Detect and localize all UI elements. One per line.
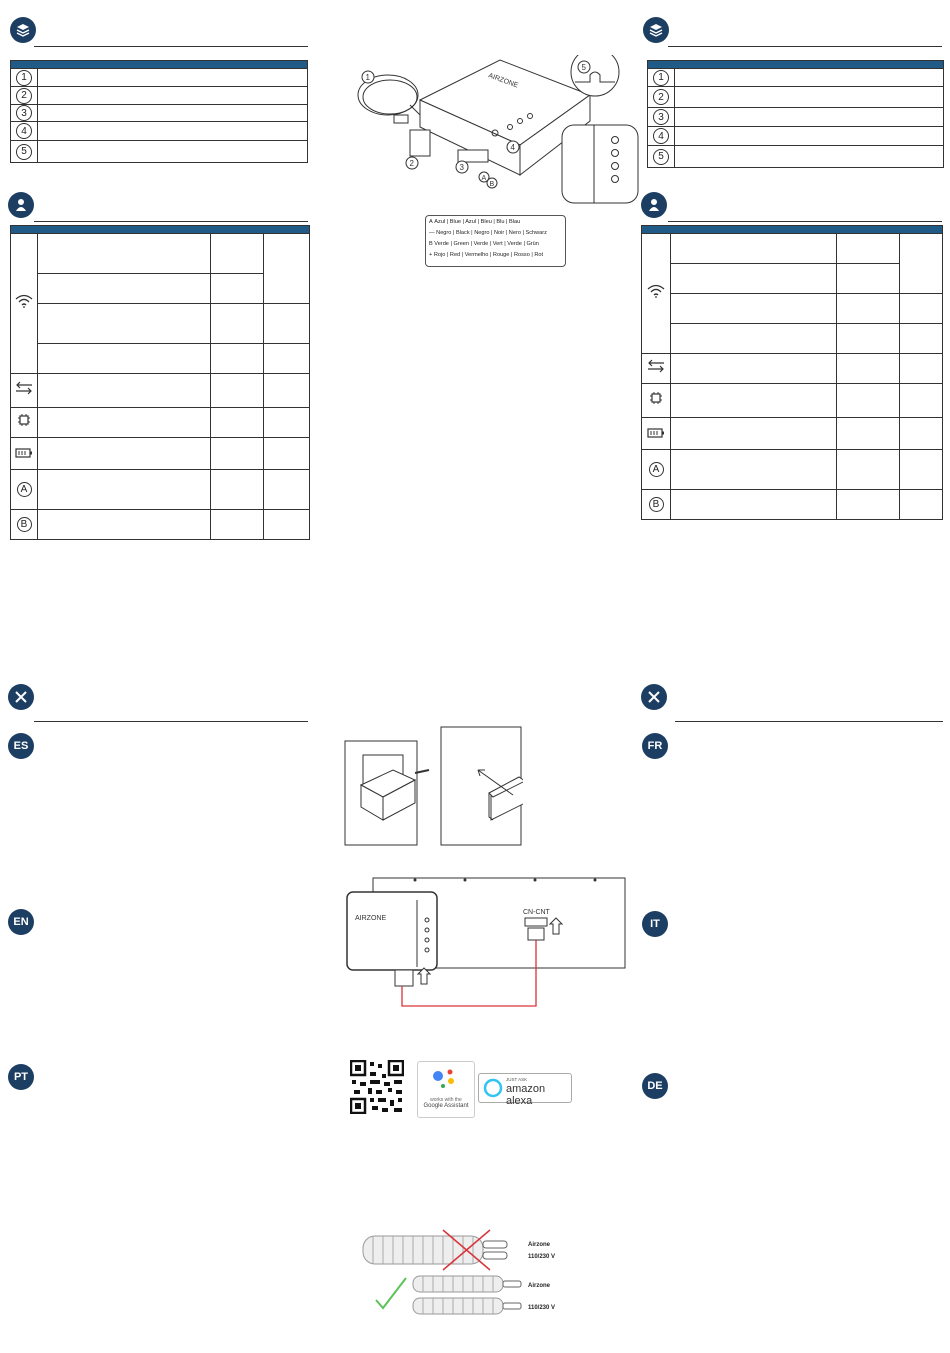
alexa-main-text: amazon alexa — [506, 1083, 546, 1107]
device-callout-3: 3 — [459, 163, 464, 172]
device-brand-label: AIRZONE — [355, 915, 387, 922]
google-badge-line2: Google Assistant — [423, 1103, 469, 1109]
callout-3: 3 — [653, 109, 669, 125]
lang-es: ES — [8, 733, 34, 759]
chip-icon — [649, 391, 663, 405]
device-callout-4: 4 — [510, 143, 515, 152]
google-assistant-icon — [418, 1062, 474, 1092]
tools-icon — [8, 684, 34, 710]
battery-icon — [647, 428, 665, 438]
marker-a: A — [649, 462, 664, 477]
exchange-arrows-icon — [646, 359, 666, 373]
section-rule — [668, 46, 942, 47]
cable-label-airzone: Airzone — [528, 1242, 551, 1248]
callout-5: 5 — [653, 149, 669, 165]
callout-2: 2 — [16, 88, 32, 104]
lang-en: EN — [8, 909, 34, 935]
device-callout-b: B — [489, 181, 495, 188]
connector-label: CN-CNT — [523, 909, 550, 916]
user-icon — [641, 192, 667, 218]
cable-label-airzone-2: Airzone — [528, 1283, 551, 1289]
tools-icon — [641, 684, 667, 710]
parts-table-right — [647, 60, 944, 168]
wiring-diagram — [345, 872, 630, 1012]
amazon-alexa-badge — [478, 1073, 572, 1107]
google-badge-line1: works with the — [430, 1097, 462, 1103]
section-rule — [675, 721, 943, 722]
layers-icon — [10, 17, 36, 43]
layers-icon — [643, 17, 669, 43]
cable-routing-illustration — [358, 1228, 588, 1328]
qr-code — [350, 1060, 404, 1114]
section-rule — [668, 221, 942, 222]
lang-pt: PT — [8, 1064, 34, 1090]
legend-row: + Rojo | Red | Vermelho | Rouge | Rosso | Rot — [429, 252, 544, 258]
battery-icon — [15, 448, 33, 458]
device-callout-a: A — [481, 175, 487, 182]
chip-icon — [17, 413, 31, 427]
device-callout-5: 5 — [581, 63, 586, 72]
alexa-ring-icon — [483, 1078, 503, 1098]
callout-4: 4 — [653, 128, 669, 144]
legend-row: — Negro | Black | Negro | Noir | Nero | Schwarz — [429, 230, 547, 236]
callout-1: 1 — [16, 70, 32, 86]
led-table — [10, 225, 310, 540]
device-callout-1: 1 — [365, 73, 370, 82]
device-illustration — [350, 55, 640, 205]
lang-it: IT — [642, 911, 668, 937]
device-callout-2: 2 — [409, 159, 414, 168]
marker-b: B — [17, 517, 32, 532]
marker-b: B — [649, 497, 664, 512]
callout-5: 5 — [16, 144, 32, 160]
alexa-small-text: JUST ASK — [506, 1077, 528, 1082]
legend-row: A Azul | Blue | Azul | Bleu | Blu | Blau — [429, 219, 521, 225]
legend-row: B Verde | Green | Verde | Vert | Verde | Grün — [429, 241, 539, 247]
parts-table — [10, 60, 308, 163]
cable-label-voltage-2: 110/230 V — [528, 1305, 556, 1311]
callout-1: 1 — [653, 70, 669, 86]
led-table-right — [641, 225, 943, 520]
exchange-arrows-icon — [14, 381, 34, 395]
google-assistant-badge — [417, 1061, 475, 1118]
brand-label: AIRZONE — [487, 72, 519, 90]
callout-3: 3 — [16, 105, 32, 121]
callout-2: 2 — [653, 89, 669, 105]
lang-fr: FR — [642, 733, 668, 759]
wire-color-legend — [425, 215, 566, 267]
section-rule — [34, 721, 308, 722]
section-rule — [34, 46, 308, 47]
cable-label-voltage: 110/230 V — [528, 1254, 556, 1260]
wall-mount-illustration — [343, 725, 523, 850]
wifi-icon — [647, 284, 665, 298]
callout-4: 4 — [16, 123, 32, 139]
wifi-icon — [15, 294, 33, 308]
user-icon — [8, 192, 34, 218]
section-rule — [34, 221, 308, 222]
marker-a: A — [17, 482, 32, 497]
lang-de: DE — [642, 1073, 668, 1099]
